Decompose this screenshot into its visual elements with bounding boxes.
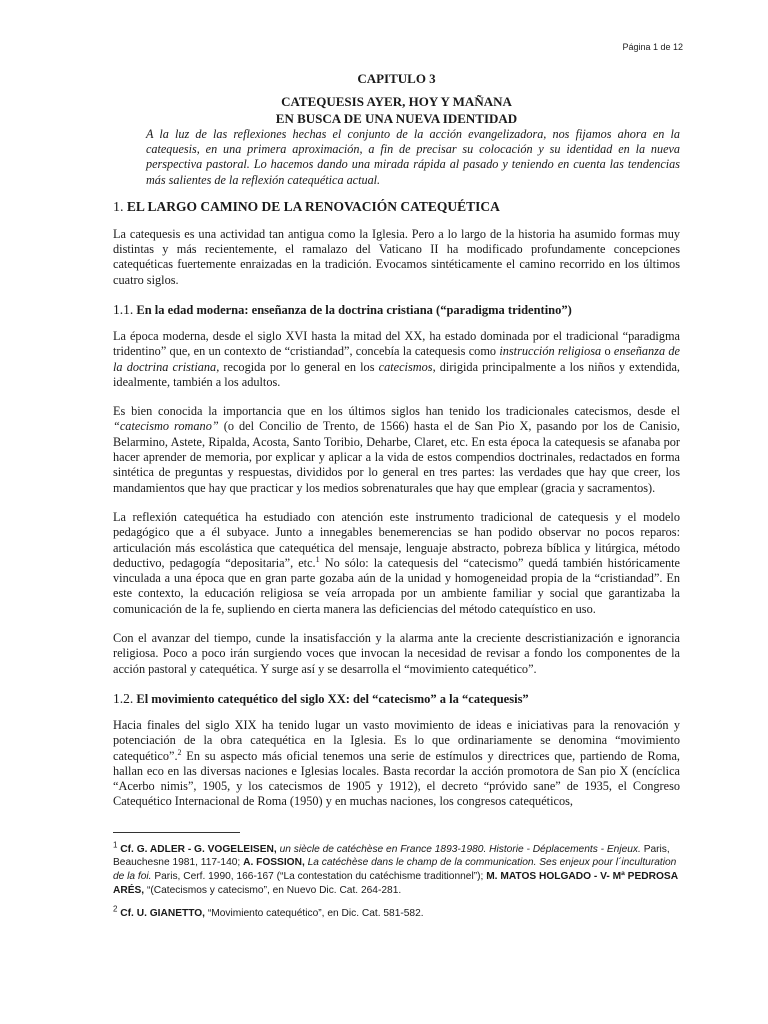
footnote-2: $^2$ Cf. U. GIANETTO, “Movimiento catequético”, en Dic. Cat. 581-582.: [113, 904, 424, 920]
section-1-2-heading: [113, 691, 680, 707]
chapter-intro: A la luz de las reflexiones hechas el conjunto de la acción evangelizadora, nos fijamos ahora en la catequesis, en una primera aproximación, a fin de precisar su colocación y su identidad en la nueva perspectiva pastoral. Lo hacemos dando una mirada rápida al pasado y teniendo en cuenta las tendencias más salientes de la reflexión catequética actual.: [146, 127, 680, 187]
footnote-ref[interactable]: 2: [177, 747, 182, 757]
section-1-heading: [113, 199, 680, 216]
section-title: El movimiento catequético del siglo XX: del “catecismo” a la “catequesis”: [136, 691, 529, 706]
chapter-subtitle: EN BUSCA DE UNA NUEVA IDENTIDAD: [275, 111, 518, 126]
section-number: 1.1.: [113, 302, 134, 317]
document-body: [113, 70, 680, 931]
chapter-title: CATEQUESIS AYER, HOY Y MAÑANA: [281, 94, 512, 109]
section-number: 1.: [113, 199, 124, 215]
paragraph: La catequesis es una actividad tan antigua como la Iglesia. Pero a lo largo de la historia ha asumido formas muy distintas y más recientemente, el ramalazo del Vaticano II ha modificado profundamente concepciones catequéticas fuertemente enraizadas en la tradición. Evocamos sintéticamente el camino recorrido en los últimos cuatro siglos.: [113, 226, 680, 287]
page-number: Página 1 de 12: [622, 42, 683, 52]
chapter-label: CAPITULO 3: [357, 71, 436, 86]
section-1-1-heading: [113, 302, 680, 318]
paragraph: Es bien conocida la importancia que en los últimos siglos han tenido los tradicionales catecismos, desde el “catecismo romano” (o del Concilio de Trento, de 1566) hasta el de San Pio X, pasando por los de Canisio, Belarmino, Astete, Ripalda, Acosta, Santo Toribio, Deharbe, Claret, etc. En esta época la catequesis se afanaba por hacer aprender de memoria, por explicar y aplicar a la vida de estos compendios doctrinales, redactados en forma sintética de preguntas y respuestas, divididos por lo general en tres partes: las verdades que hay que creer, los mandamientos que hay que practicar y los medios sobrenaturales que hay que emplear (gracia y sacramentos).: [113, 404, 680, 495]
section-title: EL LARGO CAMINO DE LA RENOVACIÓN CATEQUÉTICA: [126, 198, 500, 214]
footnote-ref[interactable]: 1: [315, 554, 320, 564]
footnote-1: $^1$ Cf. G. ADLER - G. VOGELEISEN, un siècle de catéchèse en France 1893-1980. Historie - Déplacements - Enjeux. Paris, Beauchesne 1981, 117-140; A. FOSSION, La catéchèse dans le champ de la communication. Ses enjeux pour l´inculturation de la foi. Paris, Cerf. 1990, 166-167 (“La contestation du catéchisme traditionnel”); M. MATOS HOLGADO - V- Mª PEDROSA ARÉS, “(Catecismos y catecismo”, en Nuevo Dic. Cat. 264-281.: [113, 840, 678, 896]
paragraph: La reflexión catequética ha estudiado con atención este instrumento tradicional de catequesis y el modelo pedagógico que a él subyace. Junto a innegables benemerencias se han podido observar no pocos reparos: articulación más escolástica que catequética del mensaje, lenguaje abstracto, pobreza bíblica y litúrgica, método deductivo, pedagogía “depositaria”, etc.$^1$ No sólo: la catequesis del “catecismo” quedá también históricamente vinculada a una época que en gran parte gozaba aún de la unidad y homogeneidad propia de la “cristiandad”. En este contexto, la educación religiosa se veía arropada por un ambiente familiar y social que garantizaba la comunicación de la fe, supliendo en cierta manera las deficiencias del método catequístico en uso.: [113, 509, 681, 616]
paragraph: La época moderna, desde el siglo XVI hasta la mitad del XX, ha estado dominada por el tradicional “paradigma tridentino” que, en un contexto de “cristiandad”, concebía la catequesis como instrucción religiosa o enseñanza de la doctrina cristiana, recogida por lo general en los catecismos, dirigida principalmente a los niños y extendida, idealmente, también a los adultos.: [113, 329, 681, 389]
paragraph: Hacia finales del siglo XIX ha tenido lugar un vasto movimiento de ideas e iniciativas para la renovación y potenciación de la obra catequética en la Iglesia. Es lo que ordinariamente se denomina “movimiento catequético”.$^2$ En su aspecto más oficial tenemos una serie de estímulos y directrices que, partiendo de Roma, hallan eco en las diversas naciones e Iglesias locales. Basta recordar la acción promotora de San pio X (encíclica “Acerbo nimis”, 1905, y los catecismos de 1905 y 1912), el decreto “próvido sane” de 1935, el Congreso Catequético Internacional de Roma (1950) y en muchas naciones, los congresos catequéticos,: [113, 717, 680, 809]
paragraph: Con el avanzar del tiempo, cunde la insatisfacción y la alarma ante la creciente descristianización e ignorancia religiosa. Poco a poco irán surgiendo voces que invocan la necesidad de revisar a fondo los componentes de la acción pastoral y catequética. Y surge así y se desarrolla el “movimiento catequético”.: [113, 631, 680, 676]
section-title: En la edad moderna: enseñanza de la doctrina cristiana (“paradigma tridentino”): [136, 303, 572, 317]
section-number: 1.2.: [113, 690, 134, 706]
footnote-divider: [113, 832, 240, 833]
